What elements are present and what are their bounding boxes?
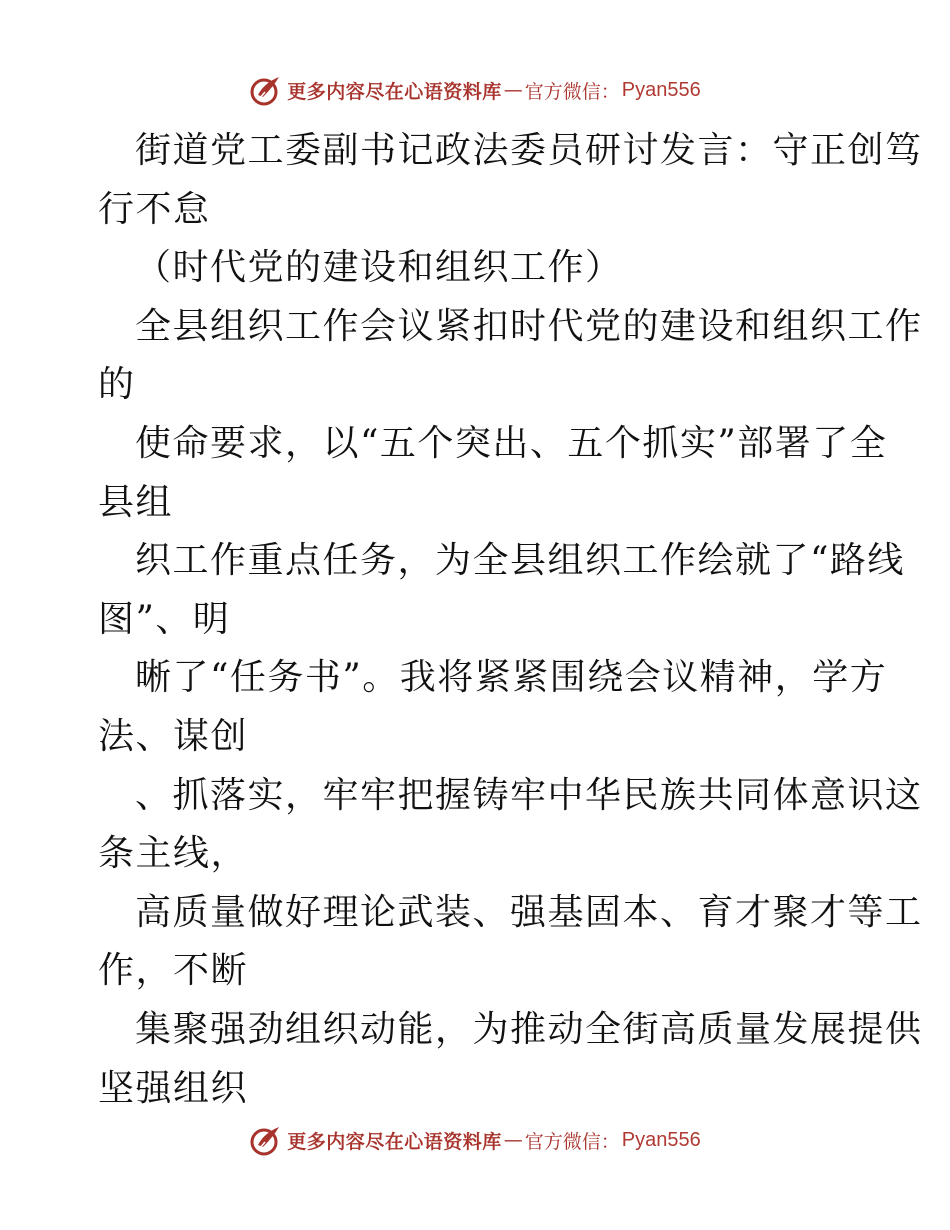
paragraph-line: 县组	[98, 481, 174, 523]
quill-logo-icon	[249, 1123, 283, 1157]
paragraph-line: 织工作重点任务，为全县组织工作绘就了“路线	[135, 540, 905, 582]
banner-brand-text: 更多内容尽在心语资料库	[287, 80, 502, 103]
paragraph-line: 晰了“任务书”。我将紧紧围绕会议精神，学方	[135, 657, 888, 699]
header-banner	[0, 70, 950, 110]
paragraph-line: 集聚强劲组织动能，为推动全街高质量发展提供	[135, 1008, 923, 1050]
paragraph-line: 法、谋创	[98, 715, 249, 757]
paragraph-line: 、抓落实，牢牢把握铸牢中华民族共同体意识这	[135, 774, 923, 816]
paragraph-line: 使命要求，以“五个突出、五个抓实”部署了全	[135, 422, 888, 464]
document-body	[98, 122, 923, 1118]
paragraph-line: 条主线，	[98, 833, 249, 875]
title-line-1: 街道党工委副书记政法委员研讨发言：守正创笃	[135, 130, 923, 171]
quill-logo-icon	[249, 73, 283, 107]
subtitle-line: （时代党的建设和组织工作）	[135, 247, 623, 289]
footer-banner	[0, 1120, 950, 1160]
banner-separator: —	[503, 79, 523, 101]
paragraph-line: 高质量做好理论武装、强基固本、育才聚才等工	[135, 891, 923, 933]
paragraph-line: 的	[98, 364, 136, 406]
banner-separator: —	[503, 1129, 523, 1151]
banner-wechat-id: Pyan556	[621, 78, 701, 101]
title-line-2: 行不怠	[98, 188, 211, 230]
paragraph-line: 作，不断	[98, 950, 249, 992]
paragraph-line: 全县组织工作会议紧扣时代党的建设和组织工作	[135, 305, 923, 347]
banner-wechat-id: Pyan556	[621, 1128, 701, 1151]
banner-wechat-label: 官方微信：	[524, 1130, 620, 1153]
banner-brand-text: 更多内容尽在心语资料库	[287, 1130, 502, 1153]
paragraph-line: 图”、明	[98, 598, 231, 640]
banner-wechat-label: 官方微信：	[524, 80, 620, 103]
paragraph-line: 坚强组织	[98, 1067, 249, 1109]
